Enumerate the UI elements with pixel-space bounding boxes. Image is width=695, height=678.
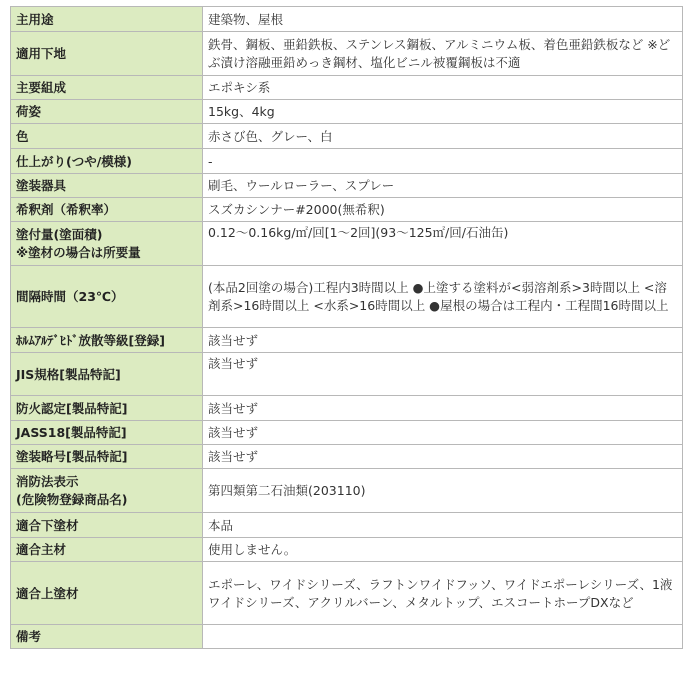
row-label-formaldehyde: ﾎﾙﾑｱﾙﾃﾞﾋﾄﾞ放散等級[登録] [11,328,203,353]
table-row [11,625,683,649]
table-row [11,396,683,421]
row-value-composition: エポキシ系 [203,76,683,100]
table-row [11,421,683,445]
row-label-topcoat: 適合上塗材 [11,562,203,625]
row-value-coverage: 0.12～0.16kg/㎡/回[1～2回](93～125㎡/回/石油缶) [203,222,683,266]
row-value-main-material: 使用しません。 [203,538,683,562]
row-value-main-use: 建築物、屋根 [203,7,683,32]
row-value-fire-law: 第四類第二石油類(203110) [203,469,683,513]
row-value-jass18: 該当せず [203,421,683,445]
row-label-fire-law: 消防法表示 (危険物登録商品名) [11,469,203,513]
table-row [11,76,683,100]
row-value-undercoat: 本品 [203,513,683,538]
table-row [11,32,683,76]
table-row [11,445,683,469]
row-label-thinner: 希釈剤（希釈率） [11,198,203,222]
row-label-main-use: 主用途 [11,7,203,32]
row-label-substrate: 適用下地 [11,32,203,76]
row-label-undercoat: 適合下塗材 [11,513,203,538]
row-label-coverage: 塗付量(塗面積) ※塗材の場合は所要量 [11,222,203,266]
row-label-tools: 塗装器具 [11,174,203,198]
table-row [11,198,683,222]
table-row [11,266,683,328]
table-row [11,328,683,353]
table-row [11,174,683,198]
row-label-main-material: 適合主材 [11,538,203,562]
row-value-color: 赤さび色、グレー、白 [203,124,683,149]
table-row [11,149,683,174]
row-label-abbreviation: 塗装略号[製品特記] [11,445,203,469]
row-label-interval: 間隔時間（23℃） [11,266,203,328]
row-value-formaldehyde: 該当せず [203,328,683,353]
row-label-jis: JIS規格[製品特記] [11,353,203,396]
row-value-notes [203,625,683,649]
row-label-finish: 仕上がり(つや/模様) [11,149,203,174]
row-value-packaging: 15kg、4kg [203,100,683,124]
table-row [11,562,683,625]
row-value-tools: 刷毛、ウールローラー、スプレー [203,174,683,198]
row-value-abbreviation: 該当せず [203,445,683,469]
row-value-jis: 該当せず [203,353,683,396]
table-row [11,222,683,266]
table-row [11,100,683,124]
table-row [11,124,683,149]
table-row [11,538,683,562]
row-value-topcoat: エポーレ、ワイドシリーズ、ラフトンワイドフッソ、ワイドエポーレシリーズ、1液ワイドシリーズ、アクリルバーン、メタルトップ、エスコートホープDXなど [203,562,683,625]
table-row [11,7,683,32]
row-value-substrate: 鉄骨、鋼板、亜鉛鉄板、ステンレス鋼板、アルミニウム板、着色亜鉛鉄板など ※どぶ漬け溶融亜鉛めっき鋼材、塩化ビニル被覆鋼板は不適 [203,32,683,76]
row-value-finish: - [203,149,683,174]
row-value-thinner: スズカシンナー#2000(無希釈) [203,198,683,222]
row-label-fire: 防火認定[製品特記] [11,396,203,421]
row-value-fire: 該当せず [203,396,683,421]
row-label-packaging: 荷姿 [11,100,203,124]
table-row [11,353,683,396]
row-label-notes: 備考 [11,625,203,649]
row-label-color: 色 [11,124,203,149]
row-value-interval: (本品2回塗の場合)工程内3時間以上 ●上塗する塗料が<弱溶剤系>3時間以上 <溶剤系>16時間以上 <水系>16時間以上 ●屋根の場合は工程内・工程間16時間以上 [203,266,683,328]
table-row [11,469,683,513]
spec-table-container [10,6,683,649]
product-spec-table [10,6,683,649]
row-label-composition: 主要組成 [11,76,203,100]
row-label-jass18: JASS18[製品特記] [11,421,203,445]
table-row [11,513,683,538]
